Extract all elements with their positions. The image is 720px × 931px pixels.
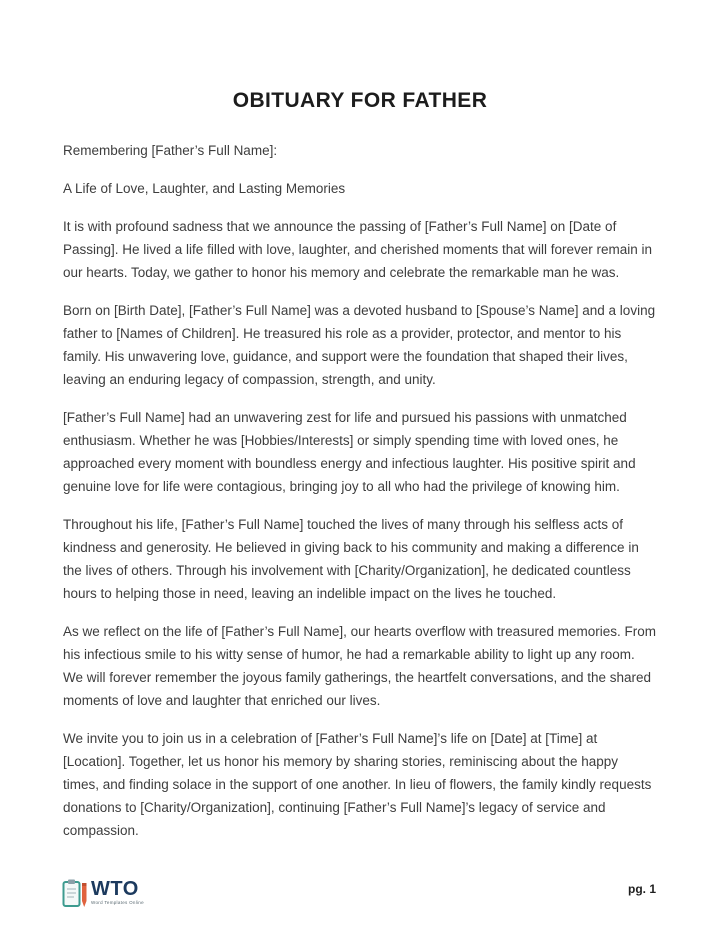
document-pen-icon bbox=[62, 878, 89, 909]
logo-text-block bbox=[91, 880, 144, 905]
paragraph-passing-announcement: It is with profound sadness that we announce the passing of [Father’s Full Name] on [Date of Passing]. He lived a life filled with love, laughter, and cherished moments that will forever remain in our hearts. Today, we gather to honor his memory and celebrate the remarkable man he was. bbox=[63, 219, 653, 280]
paragraph-family: Born on [Birth Date], [Father’s Full Name] was a devoted husband to [Spouse’s Name] and a loving father to [Names of Children]. He treasured his role as a provider, protector, and mentor to his family. His unwavering love, guidance, and support were the foundation that shaped their lives, leaving an enduring legacy of compassion, strength, and unity. bbox=[63, 303, 656, 387]
intro-line-remembering: Remembering [Father’s Full Name]: bbox=[63, 143, 278, 158]
wto-logo bbox=[62, 878, 144, 909]
page-footer bbox=[62, 878, 656, 909]
paragraph-celebration-invite: We invite you to join us in a celebration of [Father’s Full Name]’s life on [Date] at [Time] at [Location]. Together, let us honor his memory by sharing stories, reminiscing about the happy times, and finding solace in the support of one another. In lieu of flowers, the family kindly requests donations to [Charity/Organization], continuing [Father’s Full Name]’s legacy of service and compassion. bbox=[63, 731, 652, 838]
logo-wordmark: WTO bbox=[91, 878, 139, 900]
paragraph-zest-for-life: [Father’s Full Name] had an unwavering zest for life and pursued his passions with unmatched enthusiasm. Whether he was [Hobbies/Interests] or simply spending time with loved ones, he approached every moment with boundless energy and infectious laughter. His positive spirit and genuine love for life were contagious, bringing joy to all who had the privilege of knowing him. bbox=[63, 410, 636, 494]
intro-line-subtitle: A Life of Love, Laughter, and Lasting Memories bbox=[63, 181, 346, 196]
page-title: OBITUARY FOR FATHER bbox=[232, 89, 488, 112]
page-number: pg. 1 bbox=[627, 882, 656, 896]
document-body bbox=[63, 139, 656, 842]
paragraph-kindness: Throughout his life, [Father’s Full Name] touched the lives of many through his selfless acts of kindness and generosity. He believed in giving back to his community and making a difference in the lives of others. Through his involvement with [Charity/Organization], he dedicated countless hours to helping those in need, leaving an indelible impact on the lives he touched. bbox=[63, 517, 639, 601]
logo-tagline: Word Templates Online bbox=[91, 900, 144, 905]
paragraph-memories: As we reflect on the life of [Father’s Full Name], our hearts overflow with treasured memories. From his infectious smile to his witty sense of humor, he had a remarkable ability to light up any room. We will forever remember the joyous family gatherings, the heartfelt conversations, and the shared moments of love and laughter that enriched our lives. bbox=[63, 624, 656, 708]
